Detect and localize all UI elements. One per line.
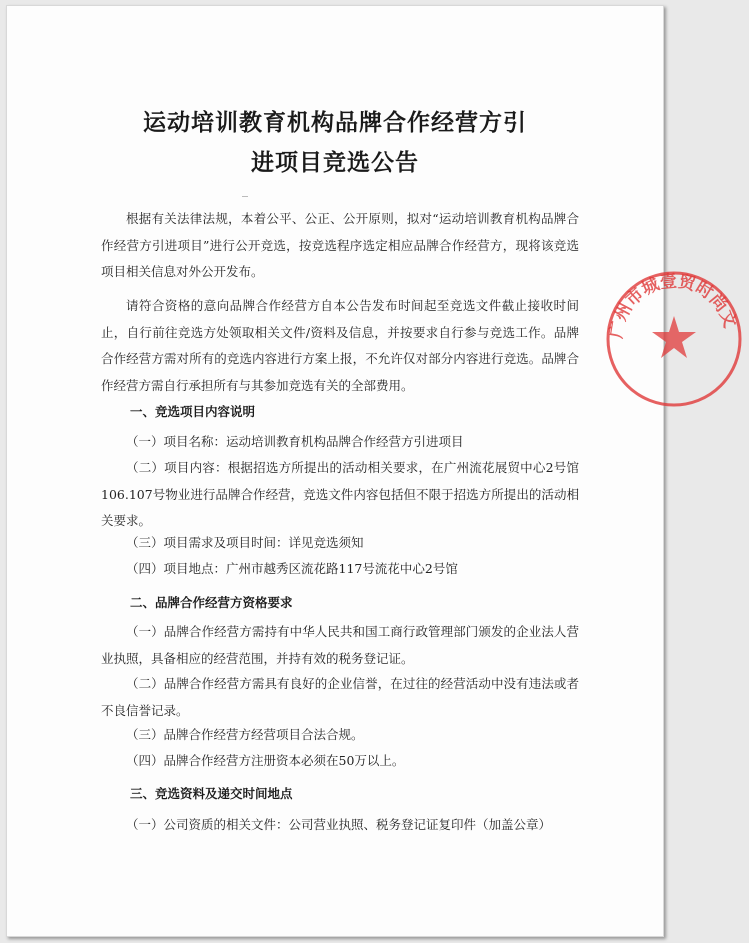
section-heading-1: 一、竞选项目内容说明: [130, 404, 256, 419]
intro-paragraph-1: 根据有关法律法规，本着公平、公正、公开原则，拟对“运动培训教育机构品牌合作经营方引进项目”进行公开竞选，按竞选程序选定相应品牌合作经营方，现将该竞选项目相关信息对外公开发布。: [101, 211, 579, 279]
section1-item-4: （四）项目地点：广州市越秀区流花路117号流花中心2号馆: [126, 561, 458, 576]
company-seal-icon: [599, 264, 749, 414]
section2-item-3: （三）品牌合作经营方经营项目合法合规。: [126, 727, 364, 742]
section3-item-1: （一）公司资质的相关文件：公司营业执照、税务登记证复印件（加盖公章）: [126, 817, 552, 832]
section1-item-2: （二）项目内容：根据招选方所提出的活动相关要求，在广州流花展贸中心2号馆106.107号物业进行品牌合作经营，竞选文件内容包括但不限于招选方所提出的活动相关要求。: [101, 460, 579, 528]
section-heading-3: 三、竞选资料及递交时间地点: [130, 786, 293, 801]
section2-item-2: （二）品牌合作经营方需具有良好的企业信誉，在过往的经营活动中没有违法或者不良信誉记录。: [101, 676, 579, 718]
section1-item-3: （三）项目需求及项目时间：详见竞选须知: [126, 535, 364, 550]
intro-paragraph-2: 请符合资格的意向品牌合作经营方自本公告发布时间起至竞选文件截止接收时间止，自行前往竞选方处领取相关文件/资料及信息，并按要求自行参与竞选工作。品牌合作经营方需对所有的竞选内容进行方案上报，不允许仅对部分内容进行竞选。品牌合作经营方需自行承担所有与其参加竞选有关的全部费用。: [101, 298, 579, 393]
document-page: [6, 5, 740, 937]
section1-item-1: （一）项目名称：运动培训教育机构品牌合作经营方引进项目: [126, 434, 464, 449]
document-title-line1: 运动培训教育机构品牌合作经营方引: [143, 110, 527, 136]
document-title-line2: 进项目竞选公告: [251, 150, 419, 176]
scan-mark: [242, 196, 248, 197]
section2-item-1: （一）品牌合作经营方需持有中华人民共和国工商行政管理部门颁发的企业法人营业执照，具备相应的经营范围，并持有效的税务登记证。: [101, 624, 579, 666]
svg-text:广州市城壹贸时尚文: 广州市城壹贸时尚文: [606, 271, 740, 340]
section-heading-2: 二、品牌合作经营方资格要求: [130, 595, 293, 610]
section2-item-4: （四）品牌合作经营方注册资本必须在50万以上。: [126, 753, 405, 768]
